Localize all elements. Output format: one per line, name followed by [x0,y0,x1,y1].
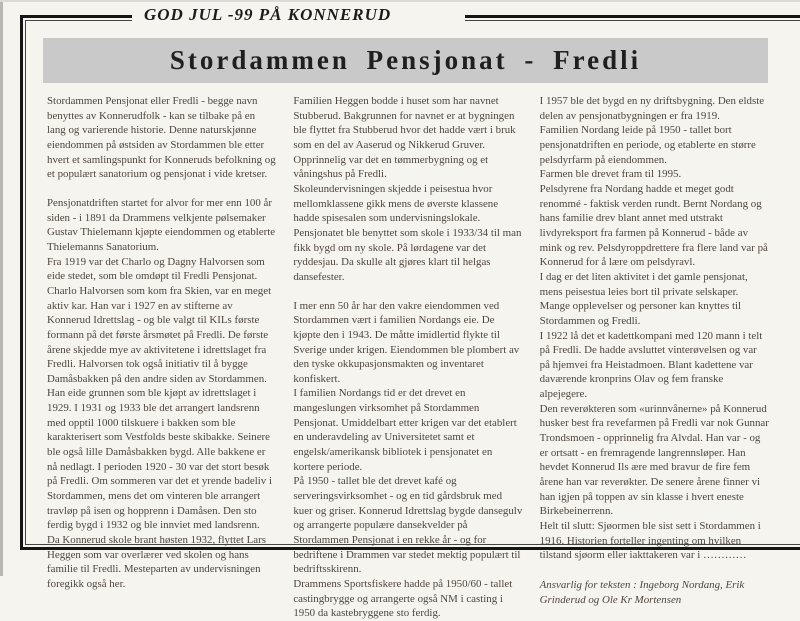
paragraph: Skoleundervisningen skjedde i peisestua hvor mellomklassene gikk mens de øverste klassene hadde spisesalen som undervisningslokale. Pensjonatet ble benyttet som skole i 1933/34 til man fikk bygd om ny skole. På lørdagene var det ryddesjau. Da skulle alt gjøres klart til helgas dansefester. [293,182,522,283]
author-credit: Ansvarlig for teksten : Ingeborg Nordang, Erik Grinderud og Ole Kr Mortensen [539,579,745,606]
article-body [47,94,769,620]
article-column-3 [540,94,769,621]
paragraph: Mange opplevelser og personer kan knyttes til Stordammen og Fredli. [539,300,742,327]
title-band [43,38,768,83]
scan-edge-shadow-top [0,0,800,2]
paragraph: Den reverøkteren som «urinnvånerne» på Konnerud husker best fra revefarmen på Fredli var nok Gunnar Trondsmoen - opprinnelig fra Alvdal. Han var - og er ortsatt - en fremragende langrennsløper. Han hevdet Konnerud Ils ære med bravur de fire fem årene han var reverøkter. De senere årene finner vi han igjen på toppen av sin klasse i hvert eneste Birkebeinerrenn. [539,402,769,518]
article-column-2 [293,94,522,621]
page-title: Stordammen Pensjonat - Fredli [169,45,642,75]
paragraph: Da Konnerud skole brant høsten 1932, flyttet Lars Heggen som var overlærer ved skolen og hans familie til Fredli. Mesteparten av undervisningen foregikk også her. [47,534,266,590]
masthead: GOD JUL -99 PÅ KONNERUD [132,3,465,29]
paragraph: Pelsdyrene fra Nordang hadde et meget godt renommé - faktisk verden rundt. Bernt Nordang og hans familie drev blant annet med utstrakt livdyreksport fra farmen på Konnerud - både av mink og rev. Pelsdyroppdrettere fra flere land var på Konnerud for å lære om pelsdyravl. [539,182,768,269]
paragraph: Fra 1919 var det Charlo og Dagny Halvorsen som eide stedet, som ble omdøpt til Fredli Pensjonat. Charlo Halvorsen som kom fra Skien, var en meget aktiv kar. Han var i 1927 en av stifterne av Konnerud Idrettslag - og ble valgt til KILs første formann på det første årsmøtet på Fredli. De første årene skjedde mye av aktivitetene i idrettslaget fra Fredli. Halvorsen tok også initiativ til å bygge Damåsbakken på den andre siden av Stordammen. Han eide grunnen som ble kjøpt av idrettslaget i 1929. I 1931 og 1933 ble det arrangert landsrenn med opptil 1000 tilskuere i bakken som ble karakterisert som Vestfolds beste skibakke. Seinere ble også lille Damåsbakken bygd. Alle bakkene er nå nedlagt. I perioden 1920 - 30 var det stort besøk på Fredli. Om sommeren var det et yrende badeliv i Stordammen, mens det om vinteren ble arrangert travløp på isen og hopprenn i Damåsen. Den sto ferdig bygd i 1932 og ble innviet med landsrenn. [47,255,273,532]
paragraph: I 1957 ble det bygd en ny driftsbygning. Den eldste delen av pensjonatbygningen er fra 1919. [539,95,765,122]
paragraph: I familien Nordangs tid er det drevet en mangeslungen virksomhet på Stordammen Pensjonat. Umiddelbart etter krigen var det etablert en underavdeling av Universitetet samt et engelsk/amerikansk bibliotek i pensjonatet en kortere periode. [293,387,517,473]
paragraph: Familien Nordang leide på 1950 - tallet bort pensjonatdriften en periode, og etablerte en større pelsdyrfarm på eiendommen. [539,124,756,166]
paragraph: Opprinnelig var det en tømmerbygning og et våningshus på Fredli. [293,153,489,181]
paragraph: I mer enn 50 år har den vakre eiendommen ved Stordammen vært i familien Nordangs eie. De kjøpte den i 1943. De måtte imidlertid flykte til Sverige under krigen. Eiendommen ble plombert av den tyske okkupasjonsmakten og inventaret konfiskert. [293,299,520,385]
paragraph-spacer [293,285,522,299]
paragraph: Farmen ble drevet fram til 1995. [539,168,682,181]
scan-edge-shadow-left [0,0,3,576]
paragraph-spacer [47,182,276,196]
paragraph: Helt til slutt: Sjøormen ble sist sett i Stordammen i 1916. Historien forteller ingenting om hvilken tilstand sjøorm eller iakttakeren var i ………… [539,520,761,562]
paragraph: Drammens Sportsfiskere hadde på 1950/60 - tallet castingbrygge og arrangerte også NM i casting i 1950 da kastebryggene sto ferdig. [293,578,513,620]
paragraph: På 1950 - tallet ble det drevet kafé og serveringsvirksomhet - og en tid gårdsbruk med kuer og griser. Konnerud Idrettslag bygde dansegulv og arrangerte populære dansekvelder på Stordammen Pensjonat i en rekke år - og for bedriftene i Drammen var stedet mektig populært til bedriftsskirenn. [293,475,523,576]
article-column-1 [47,94,276,621]
paragraph: I 1922 lå det et kadettkompani med 120 mann i telt på Fredli. De hadde avsluttet vinterøvelsen og var på hjemvei fra Heistadmoen. Blant kadettene var daværende kronprins Olav og fem franske alpejegere. [539,329,763,401]
paragraph: I dag er det liten aktivitet i det gamle pensjonat, mens peisestua leies bort til private selskaper. [539,270,748,298]
paragraph: Pensjonatdriften startet for alvor for mer enn 100 år siden - i 1891 da Drammens velkjente pølsemaker Gustav Thielemann kjøpte eiendommen og etablerte Thielemanns Sanatorium. [47,196,276,253]
paragraph: Stordammen Pensjonat eller Fredli - begge navn benyttes av Konnerudfolk - kan se tilbake på en lang og varierende historie. Denne naturskjønne eiendommen på østsiden av Stordammen ble etter hvert et samlingspunkt for Konneruds befolkning og et populært sanatorium og pensjonat i vide kretser. [47,95,276,181]
paragraph: Familien Heggen bodde i huset som har navnet Stubberud. Bakgrunnen for navnet er at bygningen ble flyttet fra Stubberud hvor det hadde vært i bruk som en del av Aaserud og Nikkerud Gruver. [293,95,516,151]
